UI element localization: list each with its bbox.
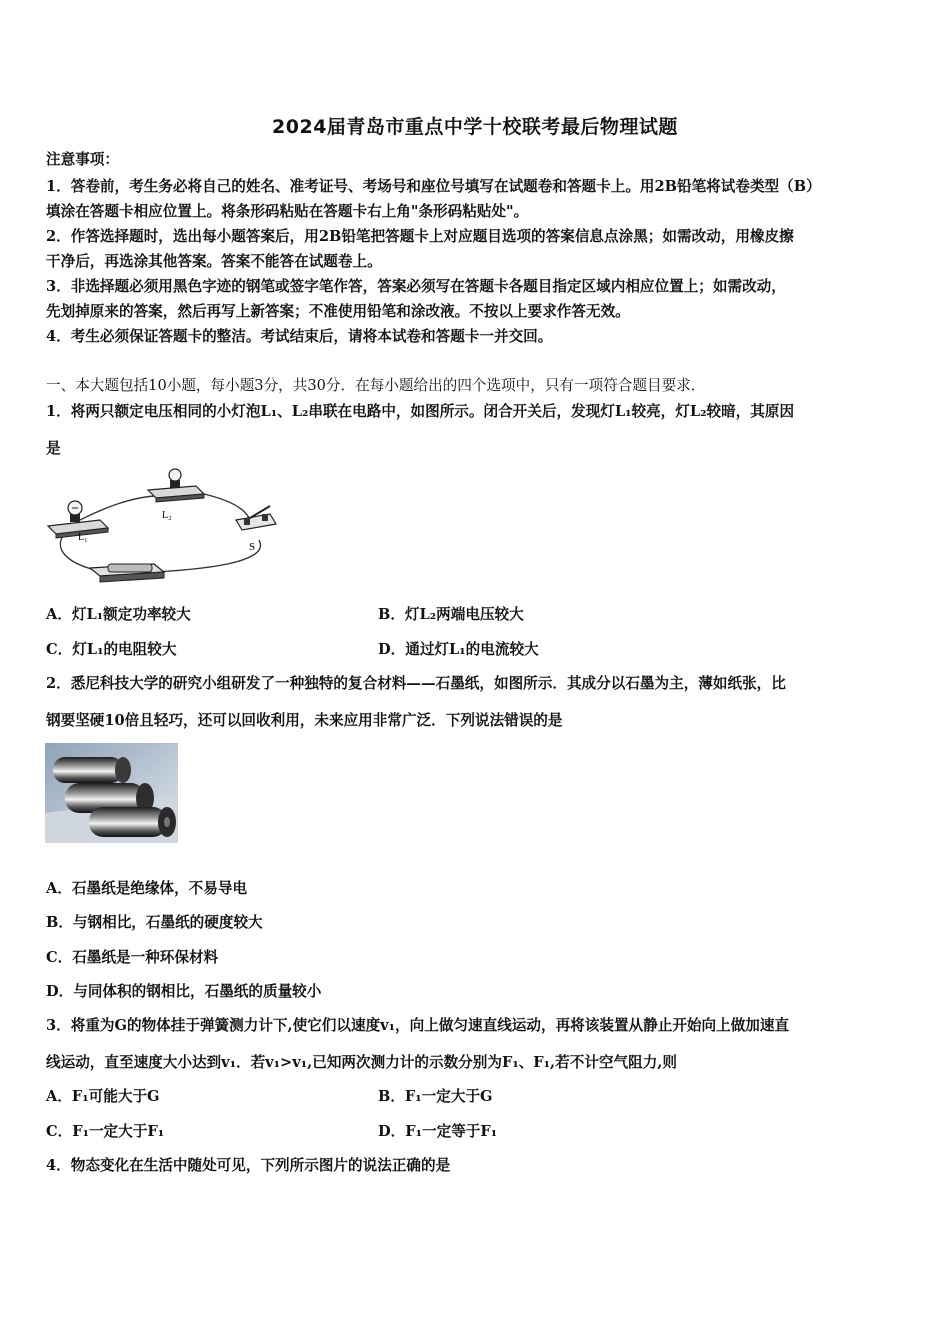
page-title: 2024届青岛市重点中学十校联考最后物理试题	[272, 116, 678, 138]
notice-line: 1．答卷前，考生务必将自己的姓名、准考证号、考场号和座位号填写在试题卷和答题卡上。用2B铅笔将试卷类型（B）	[46, 178, 821, 195]
notice-line: 3．非选择题必须用黑色字迹的钢笔或签字笔作答，答案必须写在答题卡各题目指定区域内相应位置上；如需改动，	[46, 278, 786, 295]
graphite-rolls-image	[45, 743, 178, 843]
notice-line: 4．考生必须保证答题卡的整洁。考试结束后，请将本试卷和答题卡一并交回。	[46, 328, 553, 345]
notice-heading: 注意事项：	[46, 151, 119, 168]
q1-option-d: D．通过灯L₁的电流较大	[378, 641, 539, 658]
question-3-stem-cont: 线运动，直至速度大小达到v₁．若v₁>v₁,已知两次测力计的示数分别为F₁、F₁,若不计空气阻力,则	[46, 1054, 677, 1071]
graphite-paper-photo	[45, 743, 178, 843]
q3-option-b: B．F₁一定大于G	[378, 1088, 493, 1105]
question-1-stem-cont: 是	[46, 440, 61, 457]
label-l1: L₁	[78, 532, 88, 543]
q1-option-b: B．灯L₂两端电压较大	[378, 606, 524, 623]
notice-line: 填涂在答题卡相应位置上。将条形码粘贴在答题卡右上角"条形码粘贴处"。	[46, 203, 529, 220]
circuit-diagram	[44, 468, 282, 586]
q3-option-d: D．F₁一定等于F₁	[378, 1123, 498, 1140]
label-l2: L₂	[162, 510, 172, 521]
question-2-stem: 2．悉尼科技大学的研究小组研发了一种独特的复合材料——石墨纸，如图所示．其成分以石墨为主，薄如纸张，比	[46, 675, 786, 692]
q2-option-c: C．石墨纸是一种环保材料	[46, 949, 219, 966]
question-3-stem: 3．将重为G的物体挂于弹簧测力计下,使它们以速度v₁，向上做匀速直线运动，再将该装置从静止开始向上做加速直	[46, 1017, 790, 1034]
notice-line: 2．作答选择题时，选出每小题答案后，用2B铅笔把答题卡上对应题目选项的答案信息点涂黑；如需改动，用橡皮擦	[46, 228, 794, 245]
question-4-stem: 4．物态变化在生活中随处可见，下列所示图片的说法正确的是	[46, 1157, 451, 1174]
label-s: S	[249, 541, 256, 553]
q3-option-c: C．F₁一定大于F₁	[46, 1123, 165, 1140]
section-heading: 一、本大题包括10小题，每小题3分，共30分．在每小题给出的四个选项中，只有一项符合题目要求．	[46, 377, 706, 394]
battery	[90, 564, 164, 582]
lamp-l2	[148, 469, 204, 502]
q2-option-a: A．石墨纸是绝缘体，不易导电	[46, 880, 248, 897]
notice-line: 先划掉原来的答案，然后再写上新答案；不准使用铅笔和涂改液。不按以上要求作答无效。	[46, 303, 630, 320]
q1-option-c: C．灯L₁的电阻较大	[46, 641, 177, 658]
question-1-stem: 1．将两只额定电压相同的小灯泡L₁、L₂串联在电路中，如图所示。闭合开关后，发现灯L₁较亮，灯L₂较暗，其原因	[46, 403, 795, 420]
circuit-figure	[44, 468, 282, 586]
q3-option-a: A．F₁可能大于G	[46, 1088, 160, 1105]
q2-option-d: D．与同体积的钢相比，石墨纸的质量较小	[46, 983, 322, 1000]
notice-line: 干净后，再选涂其他答案。答案不能答在试题卷上。	[46, 253, 382, 270]
question-2-stem-cont: 钢要坚硬10倍且轻巧，还可以回收利用，未来应用非常广泛．下列说法错误的是	[46, 712, 563, 729]
q1-option-a: A．灯L₁额定功率较大	[46, 606, 191, 623]
q2-option-b: B．与钢相比，石墨纸的硬度较大	[46, 914, 263, 931]
